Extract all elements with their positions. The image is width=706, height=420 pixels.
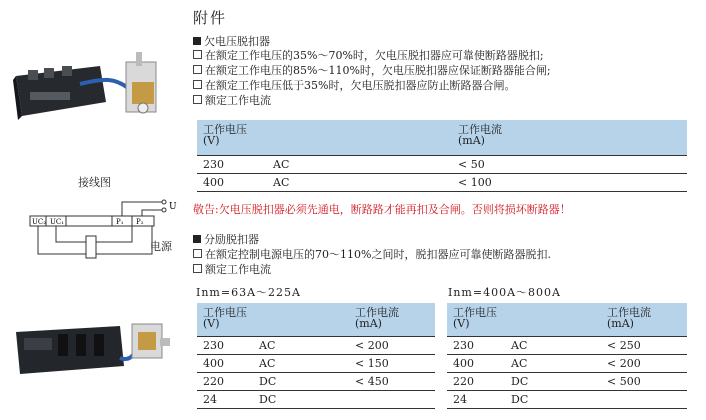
undervoltage-current-table — [197, 120, 687, 192]
shunt-current-table-large — [447, 303, 687, 409]
shunt-item: 在额定控制电源电压的70～110%之间时，脱扣器应可靠使断路器脱扣. — [193, 248, 551, 262]
right-table-caption: Inm=400A～800A — [448, 286, 561, 299]
shunt-current-table-small — [197, 303, 435, 409]
table-row: 400 AC < 100 — [197, 173, 687, 191]
checkbox-icon — [193, 249, 202, 258]
undervoltage-item: 在额定工作电压的35%～70%时，欠电压脱扣器应可靠使断路器脱扣; — [193, 49, 544, 63]
p2-label: P₂ — [136, 218, 144, 226]
undervoltage-item: 在额定工作电压低于35%时，欠电压脱扣器应防止断路器合闸。 — [193, 79, 515, 93]
wiring-diagram-label: 接线图 — [78, 176, 111, 189]
undervoltage-release-photo — [10, 48, 180, 130]
undervoltage-item: 额定工作电流 — [193, 94, 271, 108]
checkbox-icon — [193, 264, 202, 273]
column-header-voltage: 工作电压 (V) — [447, 303, 505, 336]
column-header-voltage: 工作电压 (V) — [197, 303, 253, 336]
undervoltage-heading: 欠电压脱扣器 — [193, 35, 270, 49]
column-header-current: 工作电流 (mA) — [601, 303, 687, 336]
p1-label: P₁ — [116, 218, 124, 226]
checkbox-icon — [193, 80, 202, 89]
table-row: 220 DC < 450 — [197, 372, 435, 390]
shunt-release-photo — [10, 318, 180, 384]
shunt-heading: 分励脱扣器 — [193, 233, 259, 247]
uc2-label: UC₂ — [32, 218, 47, 226]
shunt-item: 额定工作电流 — [193, 263, 271, 277]
shunt-release-icon — [10, 318, 180, 384]
wiring-diagram — [28, 196, 188, 266]
table-row: 24 DC — [197, 390, 435, 408]
table-row: 400 AC < 150 — [197, 354, 435, 372]
checkbox-icon — [193, 50, 202, 59]
checkbox-icon — [193, 95, 202, 104]
column-header-current: 工作电流 (mA) — [349, 303, 435, 336]
warning-text: 敬告:欠电压脱扣器必须先通电，断路路才能再扣及合闸。否则将损坏断路器！ — [193, 203, 571, 216]
uc1-label: UC₁ — [50, 218, 65, 226]
checkbox-icon — [193, 65, 202, 74]
page-title: 附件 — [193, 9, 228, 27]
filled-square-icon — [193, 37, 201, 45]
table-row: 230 AC < 200 — [197, 336, 435, 354]
column-header-current: 工作电流 (mA) — [452, 120, 687, 155]
undervoltage-item: 在额定工作电压的85%～110%时，欠电压脱扣器应保证断路器能合闸; — [193, 64, 551, 78]
table-row: 230 AC < 250 — [447, 336, 687, 354]
table-row: 220 DC < 500 — [447, 372, 687, 390]
power-label: 电源 — [150, 240, 172, 253]
table-row: 230 AC < 50 — [197, 155, 687, 173]
table-row: 24 DC — [447, 390, 687, 408]
table-row: 400 AC < 200 — [447, 354, 687, 372]
column-header-voltage: 工作电压 (V) — [197, 120, 267, 155]
filled-square-icon — [193, 235, 201, 243]
left-table-caption: Inm=63A～225A — [196, 286, 301, 299]
u-label: U — [169, 202, 177, 212]
undervoltage-release-icon — [10, 48, 180, 130]
